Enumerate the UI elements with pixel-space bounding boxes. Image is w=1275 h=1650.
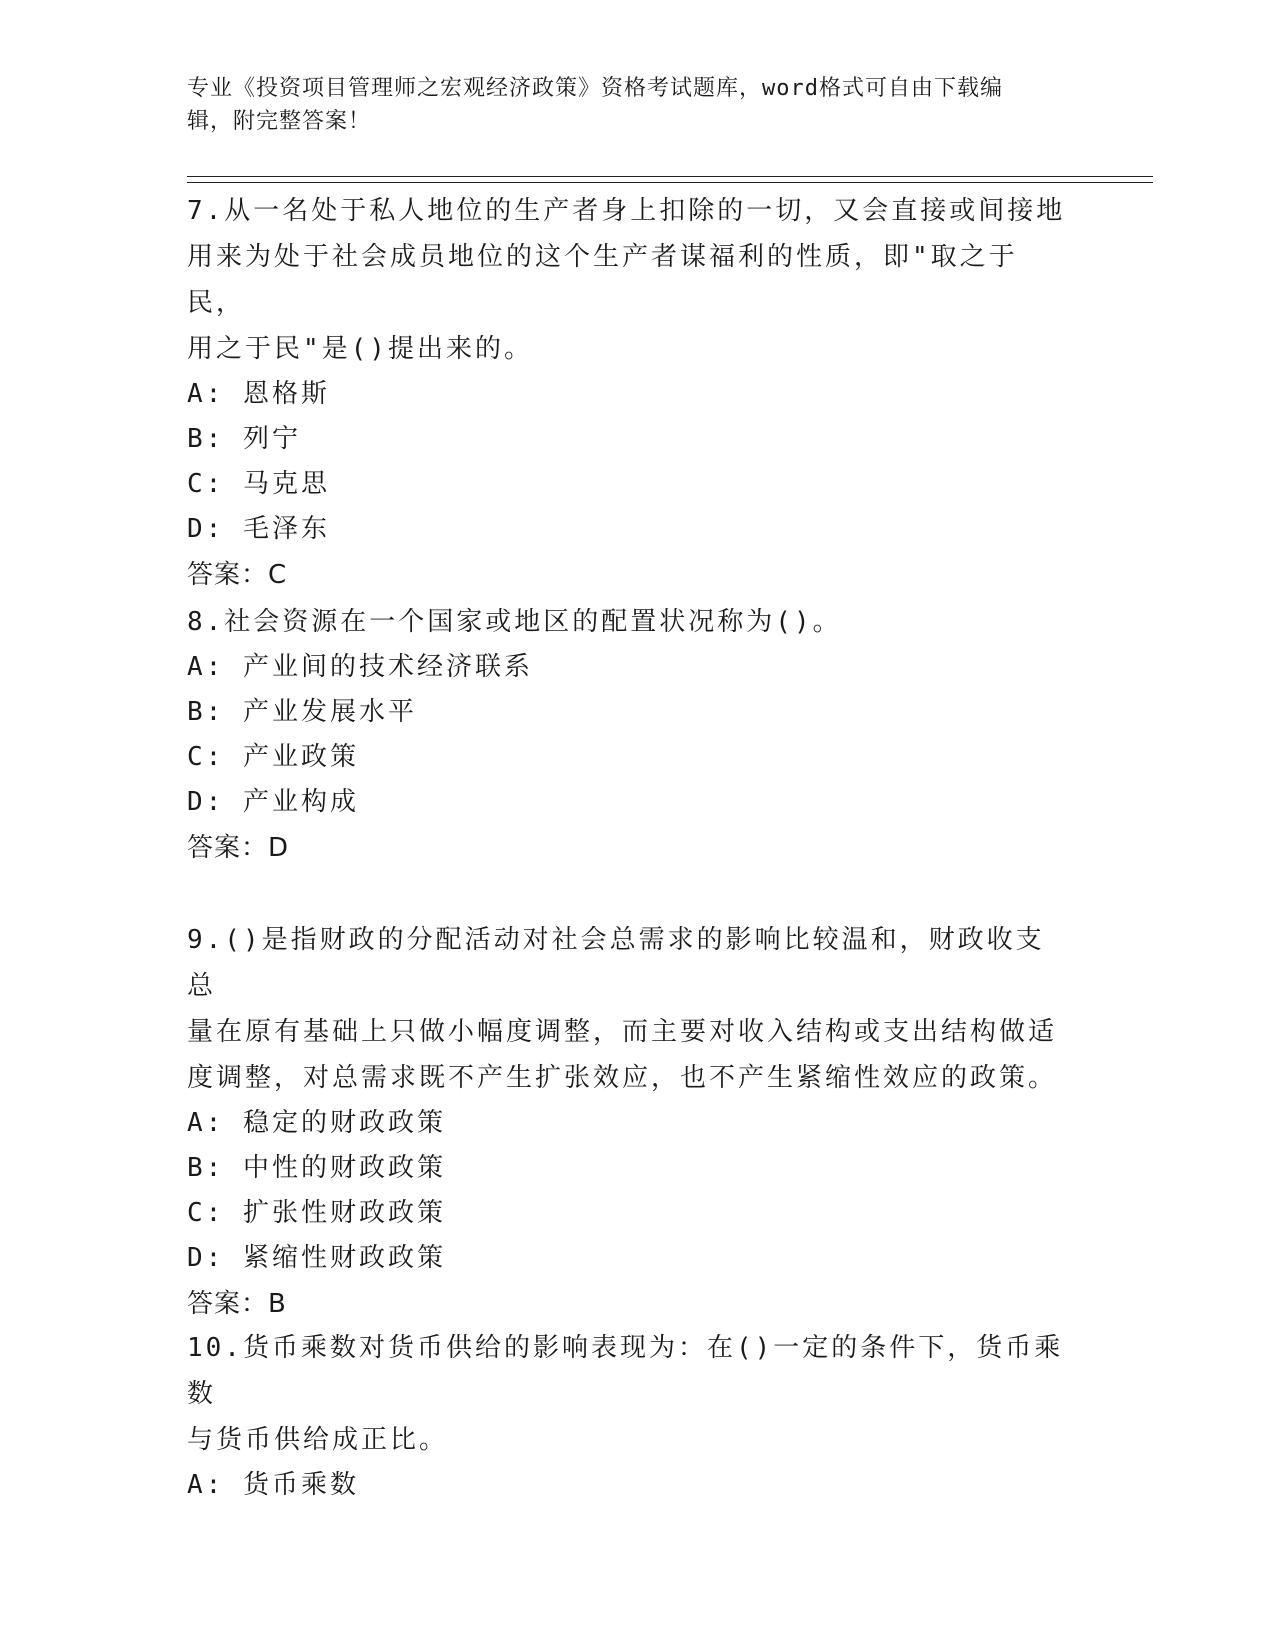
question-stem-line: 9.()是指财政的分配活动对社会总需求的影响比较温和，财政收支总 <box>187 925 1045 1001</box>
question-stem-line: 用之于民"是()提出来的。 <box>187 334 533 364</box>
answer-line: 答案：C <box>187 560 288 590</box>
option-d: D: 紧缩性财政政策 <box>187 1243 446 1273</box>
question-stem-line: 8.社会资源在一个国家或地区的配置状况称为()。 <box>187 607 842 637</box>
option-c: C: 扩张性财政政策 <box>187 1198 446 1228</box>
option-b: B: 产业发展水平 <box>187 697 417 727</box>
option-c: C: 产业政策 <box>187 742 359 772</box>
question-9 <box>187 917 1067 1327</box>
question-8 <box>187 599 1067 871</box>
option-a: A: 产业间的技术经济联系 <box>187 652 533 682</box>
question-stem-line: 10.货币乘数对货币供给的影响表现为：在()一定的条件下，货币乘数 <box>187 1333 1064 1409</box>
option-b: B: 列宁 <box>187 424 301 454</box>
question-stem-line: 用来为处于社会成员地位的这个生产者谋福利的性质，即"取之于民， <box>187 242 1018 318</box>
option-c: C: 马克思 <box>187 469 330 499</box>
question-stem-line: 量在原有基础上只做小幅度调整，而主要对收入结构或支出结构做适 <box>187 1017 1058 1047</box>
option-d: D: 毛泽东 <box>187 514 330 544</box>
option-a: A: 稳定的财政政策 <box>187 1108 446 1138</box>
header-divider-top <box>187 176 1153 177</box>
header-line-1: 专业《投资项目管理师之宏观经济政策》资格考试题库，word格式可自由下载编 <box>187 76 1003 101</box>
option-d: D: 产业构成 <box>187 787 359 817</box>
answer-line: 答案：B <box>187 1289 287 1319</box>
option-b: B: 中性的财政政策 <box>187 1153 446 1183</box>
option-a: A: 货币乘数 <box>187 1470 359 1500</box>
answer-line: 答案：D <box>187 833 290 863</box>
question-stem-line: 与货币供给成正比。 <box>187 1425 449 1455</box>
header-line-2: 辑，附完整答案！ <box>187 109 372 134</box>
question-stem-line: 度调整，对总需求既不产生扩张效应，也不产生紧缩性效应的政策。 <box>187 1063 1058 1093</box>
header-divider-bottom <box>187 182 1153 183</box>
question-10 <box>187 1325 1067 1508</box>
option-a: A: 恩格斯 <box>187 379 330 409</box>
question-7 <box>187 188 1067 598</box>
question-stem-line: 7.从一名处于私人地位的生产者身上扣除的一切，又会直接或间接地 <box>187 196 1066 226</box>
document-header <box>187 72 1067 138</box>
